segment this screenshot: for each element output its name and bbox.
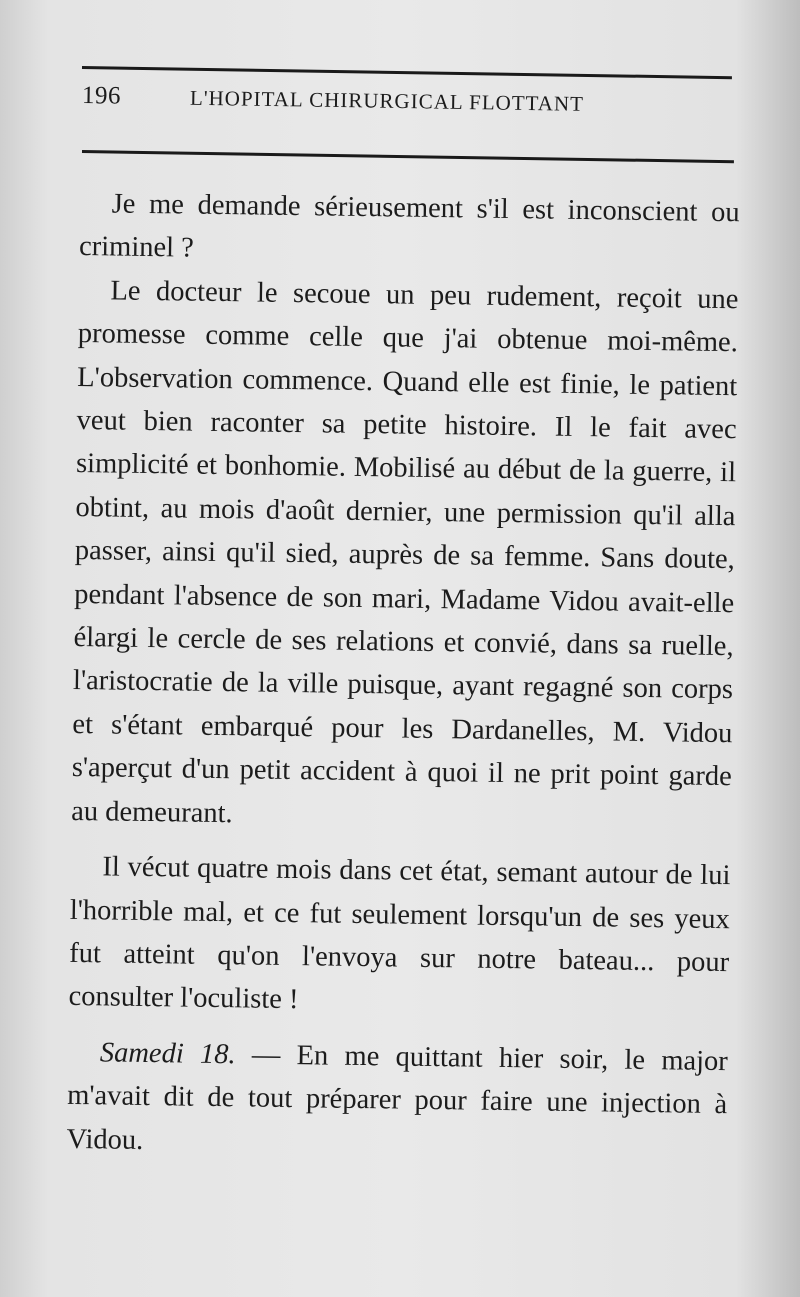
- entry-text: — En me quittant hier soir, le major m'avait dit de tout préparer pour faire une injection à Vidou.: [66, 1038, 729, 1156]
- paragraph: Je me demande sérieusement s'il est inconscient ou criminel ?: [78, 188, 740, 265]
- entry-date: Samedi 18.: [99, 1037, 236, 1070]
- page-header: [82, 82, 742, 120]
- paragraph: Le docteur le secoue un peu rudement, reçoit une promesse comme celle que j'ai obtenue moi-même. L'observation commence. Quand elle est finie, le patient veut bien raconter sa petite histoire. Il le fait avec simplicité et bonhomie. Mobilisé au début de la guerre, il obtint, au mois d'août dernier, une permission qu'il alla passer, ainsi qu'il sied, auprès de sa femme. Sans doute, pendant l'absence de son mari, Madame Vidou avait-elle élargi le cercle de ses relations et convié, dans sa ruelle, l'aristocratie de la ville puisque, ayant regagné son corps et s'étant embarqué pour les Dardanelles, M. Vidou s'aperçut d'un petit accident à quoi il ne prit point garde au demeurant.: [70, 275, 739, 829]
- header-top-rule: [82, 66, 732, 79]
- body-text: [66, 182, 740, 1170]
- header-bottom-rule: [82, 150, 734, 163]
- running-title: L'HOPITAL CHIRURGICAL FLOTTANT: [189, 85, 585, 116]
- page-number: 196: [81, 82, 122, 110]
- paragraph: Il vécut quatre mois dans cet état, semant autour de lui l'horrible mal, et ce fut seulement lorsqu'un de ses yeux fut atteint qu'on l'envoya sur notre bateau... pour consulter l'oculiste !: [68, 851, 731, 1016]
- diary-entry: [66, 1031, 728, 1170]
